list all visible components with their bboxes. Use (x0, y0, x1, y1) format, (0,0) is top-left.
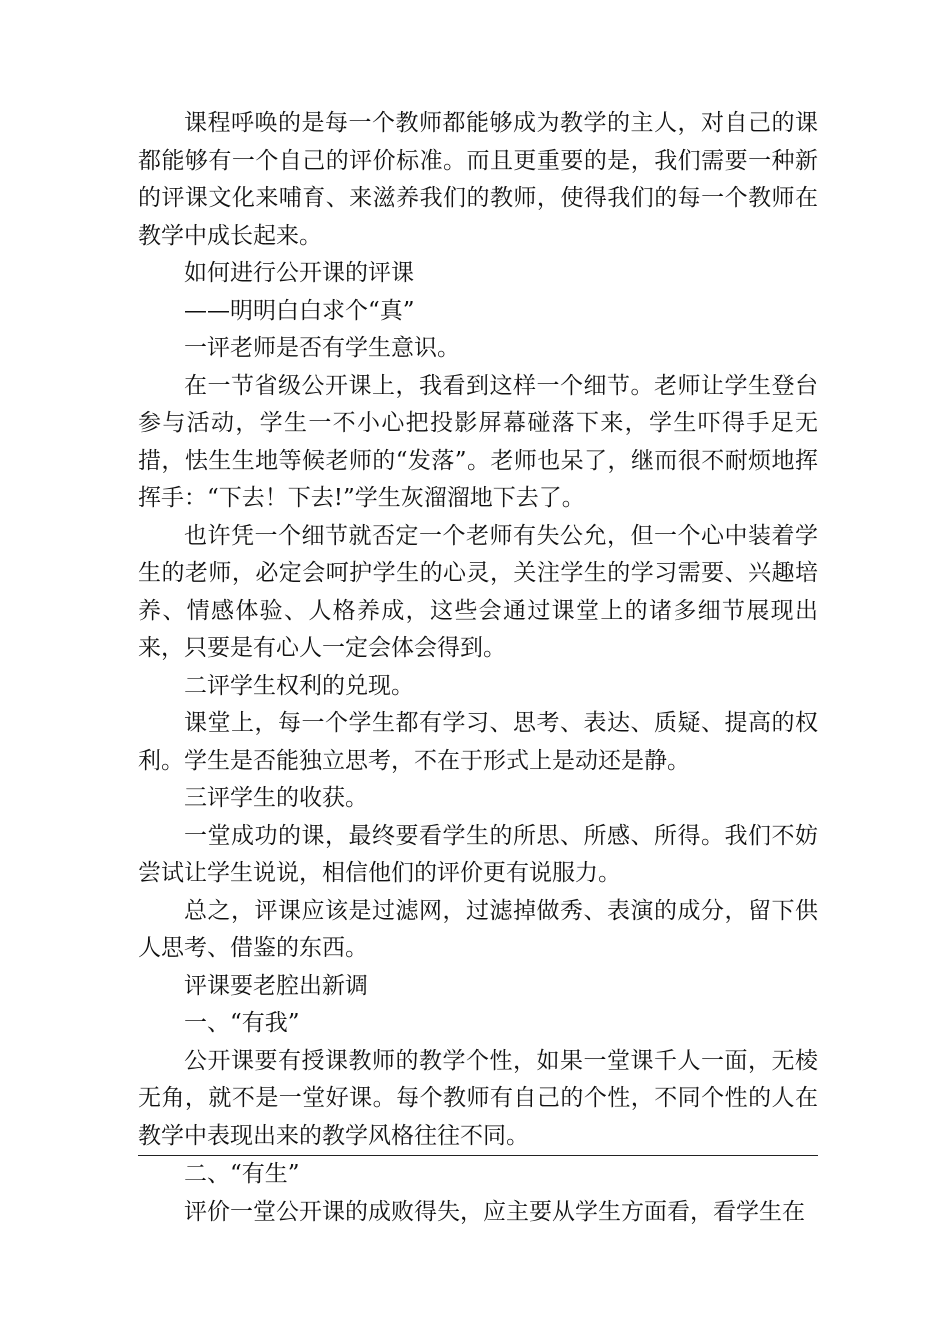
paragraph-intro: 课程呼唤的是每一个教师都能够成为教学的主人，对自己的课都能够有一个自己的评价标准。而且更重要的是，我们需要一种新的评课文化来哺育、来滋养我们的教师，使得我们的每一个教师在教学中成长起来。 (138, 110, 818, 249)
paragraph-individuality: 公开课要有授课教师的教学个性，如果一堂课千人一面，无棱无角，就不是一堂好课。每个教师有自己的个性，不同个性的人在教学中表现出来的教学风格往往不同。 (138, 1047, 818, 1149)
paragraph-summary: 总之，评课应该是过滤网，过滤掉做秀、表演的成分，留下供人思考、借鉴的东西。 (138, 897, 818, 961)
paragraph-rights: 课堂上，每一个学生都有学习、思考、表达、质疑、提高的权利。学生是否能独立思考，不在于形式上是动还是静。 (138, 710, 818, 774)
subheading-seek-truth: ——明明白白求个“真” (184, 297, 415, 324)
document-page (138, 105, 818, 1231)
point-three-heading: 三评学生的收获。 (184, 785, 368, 811)
paragraph-students: 评价一堂公开课的成败得失，应主要从学生方面看，看学生在 (184, 1198, 805, 1225)
point-two-heading: 二评学生权利的兑现。 (184, 672, 414, 699)
paragraph-gains: 一堂成功的课，最终要看学生的所思、所感、所得。我们不妨尝试让学生说说，相信他们的评价更有说服力。 (138, 822, 818, 886)
heading-new-tune: 评课要老腔出新调 (184, 972, 368, 999)
heading-how-to-evaluate: 如何进行公开课的评课 (184, 260, 414, 286)
paragraph-detail: 也许凭一个细节就否定一个老师有失公允，但一个心中装着学生的老师，必定会呵护学生的心灵，关注学生的学习需要、兴趣培养、情感体验、人格养成，这些会通过课堂上的诸多细节展现出来，只要是有心人一定会体会得到。 (138, 522, 818, 661)
point-one-heading: 一评老师是否有学生意识。 (184, 335, 460, 361)
section-two-heading: 二、“有生” (184, 1161, 300, 1187)
paragraph-example: 在一节省级公开课上，我看到这样一个细节。老师让学生登台参与活动，学生一不小心把投影屏幕碰落下来，学生吓得手足无措，怯生生地等候老师的“发落”。老师也呆了，继而很不耐烦地挥挥手：“下去！下去!”学生灰溜溜地下去了。 (138, 372, 818, 511)
section-one-heading: 一、“有我” (184, 1010, 300, 1036)
